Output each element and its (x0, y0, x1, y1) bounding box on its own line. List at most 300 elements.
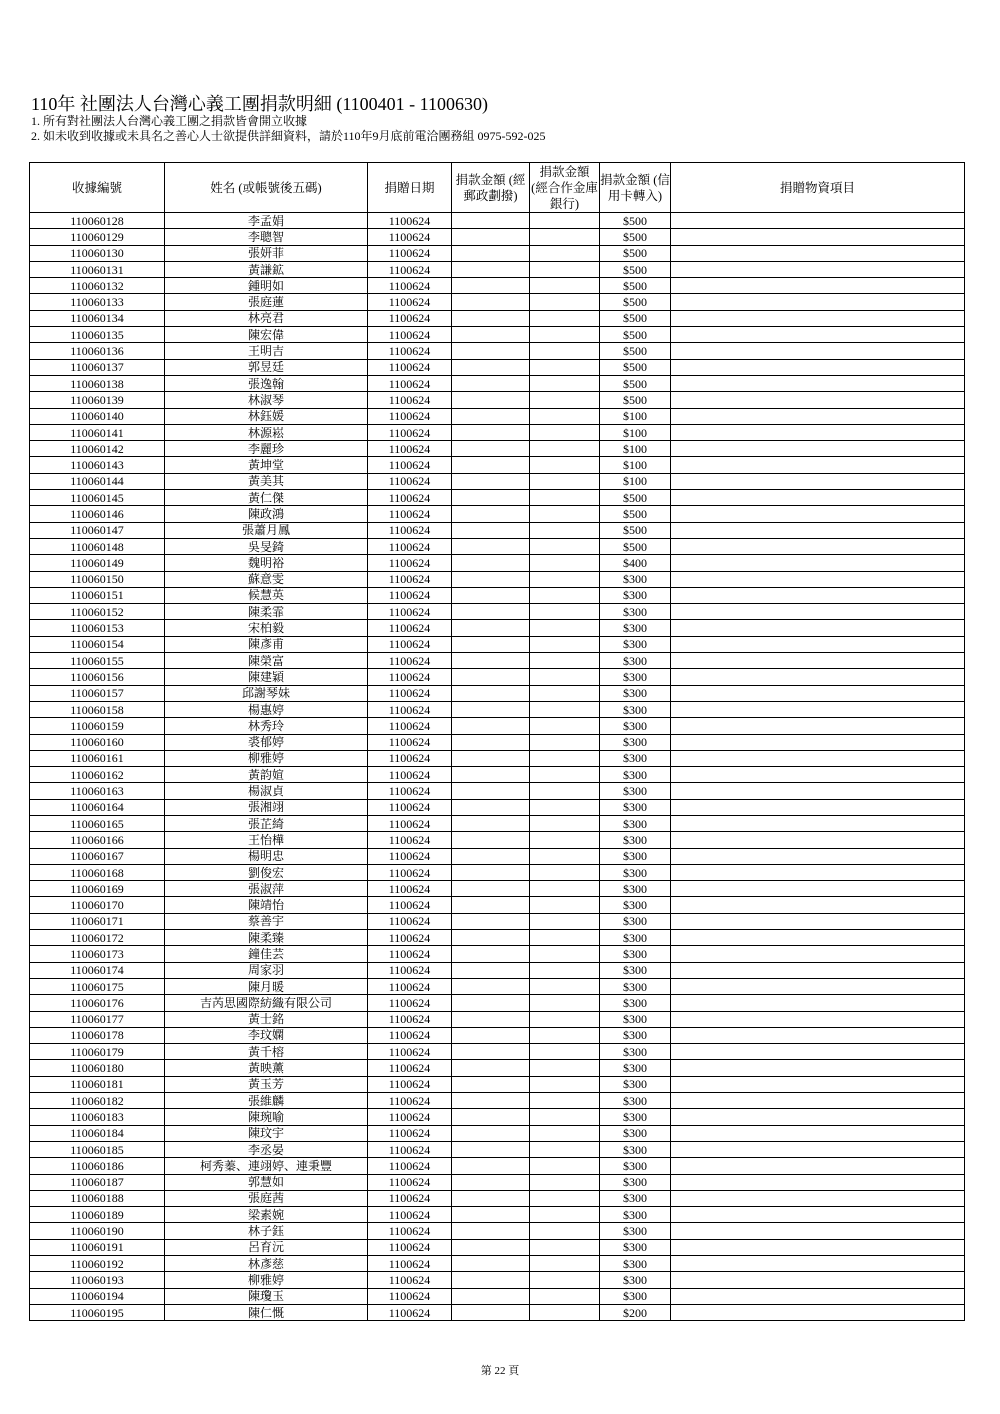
cell-date: 1100624 (368, 832, 452, 848)
cell-name: 郭慧如 (165, 1174, 368, 1190)
cell-receipt-no: 110060173 (30, 946, 165, 962)
cell-name: 陳柔霏 (165, 604, 368, 620)
cell-amount-credit: $300 (600, 815, 671, 831)
table-row (30, 864, 965, 880)
cell-date: 1100624 (368, 571, 452, 587)
cell-amount-credit: $300 (600, 734, 671, 750)
cell-amount-credit: $300 (600, 1125, 671, 1141)
table-row (30, 571, 965, 587)
table-row (30, 1027, 965, 1043)
cell-name: 黃謙鉱 (165, 261, 368, 277)
cell-amount-bank (530, 881, 600, 897)
cell-goods (671, 245, 965, 261)
cell-amount-credit: $500 (600, 359, 671, 375)
cell-date: 1100624 (368, 848, 452, 864)
cell-name: 張淑萍 (165, 881, 368, 897)
cell-amount-credit: $500 (600, 506, 671, 522)
header-amount-bank: 捐款金額 (經合作金庫銀行) (531, 164, 598, 211)
cell-name: 吳旻錡 (165, 538, 368, 554)
table-row (30, 490, 965, 506)
cell-amount-postal (452, 555, 530, 571)
cell-date: 1100624 (368, 864, 452, 880)
cell-date: 1100624 (368, 343, 452, 359)
cell-date: 1100624 (368, 538, 452, 554)
document-header (31, 94, 971, 144)
cell-receipt-no: 110060179 (30, 1044, 165, 1060)
cell-date: 1100624 (368, 783, 452, 799)
cell-amount-bank (530, 1060, 600, 1076)
cell-date: 1100624 (368, 229, 452, 245)
header-amount-postal: 捐款金額 (經郵政劃撥) (452, 163, 530, 213)
cell-amount-bank (530, 718, 600, 734)
cell-amount-bank (530, 913, 600, 929)
cell-receipt-no: 110060194 (30, 1288, 165, 1304)
cell-goods (671, 1256, 965, 1272)
cell-receipt-no: 110060187 (30, 1174, 165, 1190)
cell-goods (671, 359, 965, 375)
cell-goods (671, 1141, 965, 1157)
cell-amount-postal (452, 750, 530, 766)
cell-amount-postal (452, 1109, 530, 1125)
cell-amount-postal (452, 1027, 530, 1043)
table-row (30, 750, 965, 766)
cell-name: 魏明裕 (165, 555, 368, 571)
cell-amount-bank (530, 1093, 600, 1109)
cell-amount-postal (452, 701, 530, 717)
table-row (30, 1223, 965, 1239)
cell-amount-credit: $300 (600, 718, 671, 734)
cell-receipt-no: 110060147 (30, 522, 165, 538)
cell-goods (671, 718, 965, 734)
cell-goods (671, 473, 965, 489)
cell-amount-postal (452, 653, 530, 669)
cell-name: 張庭蓮 (165, 294, 368, 310)
cell-receipt-no: 110060162 (30, 767, 165, 783)
cell-date: 1100624 (368, 1288, 452, 1304)
cell-amount-postal (452, 1304, 530, 1320)
cell-amount-postal (452, 1256, 530, 1272)
cell-receipt-no: 110060154 (30, 636, 165, 652)
cell-amount-credit: $300 (600, 1027, 671, 1043)
table-row (30, 1060, 965, 1076)
cell-goods (671, 881, 965, 897)
cell-name: 黃千榕 (165, 1044, 368, 1060)
cell-receipt-no: 110060144 (30, 473, 165, 489)
cell-receipt-no: 110060129 (30, 229, 165, 245)
cell-receipt-no: 110060158 (30, 701, 165, 717)
cell-amount-postal (452, 913, 530, 929)
cell-amount-postal (452, 261, 530, 277)
cell-goods (671, 213, 965, 229)
cell-receipt-no: 110060183 (30, 1109, 165, 1125)
table-row (30, 620, 965, 636)
cell-goods (671, 1044, 965, 1060)
cell-date: 1100624 (368, 327, 452, 343)
note-receipt: 1. 所有對社團法人台灣心義工團之捐款皆會開立收據 (31, 114, 308, 128)
cell-receipt-no: 110060155 (30, 653, 165, 669)
table-row (30, 995, 965, 1011)
cell-date: 1100624 (368, 1011, 452, 1027)
cell-receipt-no: 110060188 (30, 1190, 165, 1206)
cell-amount-credit: $300 (600, 946, 671, 962)
header-date: 捐贈日期 (368, 163, 452, 213)
table-row (30, 1093, 965, 1109)
table-body (30, 213, 965, 1321)
cell-receipt-no: 110060185 (30, 1141, 165, 1157)
cell-date: 1100624 (368, 245, 452, 261)
cell-amount-bank (530, 978, 600, 994)
cell-name: 柯秀蓁、連翊婷、連秉豐 (165, 1158, 368, 1174)
table-row (30, 538, 965, 554)
cell-amount-credit: $300 (600, 636, 671, 652)
table-row (30, 978, 965, 994)
cell-amount-bank (530, 620, 600, 636)
cell-amount-bank (530, 701, 600, 717)
table-row (30, 294, 965, 310)
table-row (30, 245, 965, 261)
cell-amount-credit: $300 (600, 930, 671, 946)
cell-goods (671, 327, 965, 343)
cell-receipt-no: 110060152 (30, 604, 165, 620)
cell-amount-bank (530, 669, 600, 685)
table-row (30, 506, 965, 522)
table-row (30, 555, 965, 571)
cell-name: 楊惠婷 (165, 701, 368, 717)
cell-amount-bank (530, 1256, 600, 1272)
cell-amount-postal (452, 490, 530, 506)
cell-name: 王怡樺 (165, 832, 368, 848)
cell-goods (671, 310, 965, 326)
cell-amount-credit: $300 (600, 1076, 671, 1092)
header-amount-credit: 捐款金額 (信用卡轉入) (600, 163, 671, 213)
cell-goods (671, 261, 965, 277)
table-row (30, 734, 965, 750)
cell-goods (671, 734, 965, 750)
cell-amount-credit: $500 (600, 327, 671, 343)
cell-amount-credit: $300 (600, 1272, 671, 1288)
cell-name: 李玟嫻 (165, 1027, 368, 1043)
cell-name: 劉俊宏 (165, 864, 368, 880)
cell-amount-bank (530, 408, 600, 424)
cell-amount-credit: $300 (600, 587, 671, 603)
table-row (30, 1076, 965, 1092)
cell-name: 林淑琴 (165, 392, 368, 408)
cell-amount-postal (452, 1272, 530, 1288)
cell-receipt-no: 110060172 (30, 930, 165, 946)
cell-date: 1100624 (368, 1174, 452, 1190)
cell-date: 1100624 (368, 995, 452, 1011)
cell-name: 鍾明如 (165, 278, 368, 294)
cell-date: 1100624 (368, 1190, 452, 1206)
cell-name: 陳榮富 (165, 653, 368, 669)
cell-amount-postal (452, 1060, 530, 1076)
cell-goods (671, 685, 965, 701)
note-contact: 2. 如未收到收據或未具名之善心人士欲提供詳細資料，請於110年9月底前電洽團務組 0975-592-025 (31, 129, 546, 143)
cell-date: 1100624 (368, 506, 452, 522)
cell-receipt-no: 110060182 (30, 1093, 165, 1109)
cell-amount-bank (530, 1125, 600, 1141)
table-row (30, 669, 965, 685)
table-row (30, 587, 965, 603)
cell-name: 黃韵媗 (165, 767, 368, 783)
cell-name: 陳建穎 (165, 669, 368, 685)
cell-amount-credit: $300 (600, 767, 671, 783)
cell-receipt-no: 110060160 (30, 734, 165, 750)
cell-receipt-no: 110060136 (30, 343, 165, 359)
cell-goods (671, 1190, 965, 1206)
cell-receipt-no: 110060145 (30, 490, 165, 506)
cell-amount-bank (530, 1044, 600, 1060)
cell-name: 張維麟 (165, 1093, 368, 1109)
table-row (30, 701, 965, 717)
cell-goods (671, 1076, 965, 1092)
cell-name: 蔡善宇 (165, 913, 368, 929)
cell-receipt-no: 110060180 (30, 1060, 165, 1076)
cell-name: 林子鈺 (165, 1223, 368, 1239)
table-row (30, 1125, 965, 1141)
cell-amount-credit: $300 (600, 897, 671, 913)
cell-name: 候慧英 (165, 587, 368, 603)
cell-amount-bank (530, 1288, 600, 1304)
cell-amount-postal (452, 1011, 530, 1027)
cell-date: 1100624 (368, 424, 452, 440)
cell-receipt-no: 110060128 (30, 213, 165, 229)
table-row (30, 881, 965, 897)
cell-amount-bank (530, 962, 600, 978)
cell-name: 裘郁婷 (165, 734, 368, 750)
table-row (30, 1207, 965, 1223)
cell-amount-postal (452, 1190, 530, 1206)
table-header-row (30, 163, 965, 213)
table-row (30, 1174, 965, 1190)
cell-date: 1100624 (368, 392, 452, 408)
document-title: 110年 社團法人台灣心義工團捐款明細 (1100401 - 1100630) (31, 94, 488, 114)
cell-amount-bank (530, 783, 600, 799)
cell-goods (671, 1011, 965, 1027)
cell-name: 呂育沅 (165, 1239, 368, 1255)
cell-receipt-no: 110060148 (30, 538, 165, 554)
table-row (30, 229, 965, 245)
cell-name: 黃玉芳 (165, 1076, 368, 1092)
cell-name: 黃映薰 (165, 1060, 368, 1076)
cell-amount-bank (530, 506, 600, 522)
cell-date: 1100624 (368, 1223, 452, 1239)
cell-goods (671, 653, 965, 669)
table-row (30, 441, 965, 457)
cell-goods (671, 897, 965, 913)
cell-name: 張逸翰 (165, 375, 368, 391)
cell-amount-postal (452, 685, 530, 701)
cell-amount-bank (530, 1223, 600, 1239)
cell-amount-bank (530, 864, 600, 880)
cell-amount-postal (452, 294, 530, 310)
cell-receipt-no: 110060186 (30, 1158, 165, 1174)
cell-date: 1100624 (368, 1060, 452, 1076)
cell-amount-bank (530, 1011, 600, 1027)
cell-amount-postal (452, 538, 530, 554)
table-row (30, 522, 965, 538)
cell-goods (671, 620, 965, 636)
cell-amount-bank (530, 848, 600, 864)
cell-name: 蘇意雯 (165, 571, 368, 587)
cell-amount-bank (530, 1272, 600, 1288)
table-row (30, 408, 965, 424)
cell-receipt-no: 110060149 (30, 555, 165, 571)
cell-amount-postal (452, 213, 530, 229)
cell-amount-postal (452, 930, 530, 946)
cell-amount-bank (530, 1027, 600, 1043)
cell-receipt-no: 110060142 (30, 441, 165, 457)
cell-amount-credit: $500 (600, 343, 671, 359)
cell-amount-postal (452, 473, 530, 489)
cell-date: 1100624 (368, 767, 452, 783)
table-row (30, 783, 965, 799)
cell-amount-credit: $400 (600, 555, 671, 571)
cell-goods (671, 930, 965, 946)
cell-name: 張芷綺 (165, 815, 368, 831)
cell-receipt-no: 110060181 (30, 1076, 165, 1092)
cell-goods (671, 1272, 965, 1288)
cell-goods (671, 538, 965, 554)
cell-receipt-no: 110060130 (30, 245, 165, 261)
cell-amount-bank (530, 245, 600, 261)
table-row (30, 1304, 965, 1320)
cell-receipt-no: 110060146 (30, 506, 165, 522)
cell-amount-credit: $300 (600, 1223, 671, 1239)
cell-amount-postal (452, 783, 530, 799)
cell-amount-postal (452, 946, 530, 962)
cell-receipt-no: 110060134 (30, 310, 165, 326)
cell-amount-postal (452, 587, 530, 603)
cell-receipt-no: 110060192 (30, 1256, 165, 1272)
cell-receipt-no: 110060189 (30, 1207, 165, 1223)
cell-receipt-no: 110060164 (30, 799, 165, 815)
cell-name: 林亮君 (165, 310, 368, 326)
cell-goods (671, 392, 965, 408)
cell-goods (671, 229, 965, 245)
cell-name: 李丞晏 (165, 1141, 368, 1157)
cell-amount-postal (452, 620, 530, 636)
cell-amount-credit: $300 (600, 962, 671, 978)
cell-receipt-no: 110060178 (30, 1027, 165, 1043)
table-row (30, 1011, 965, 1027)
table-row (30, 1044, 965, 1060)
table-row (30, 897, 965, 913)
cell-amount-credit: $300 (600, 1011, 671, 1027)
cell-goods (671, 441, 965, 457)
cell-receipt-no: 110060131 (30, 261, 165, 277)
cell-amount-bank (530, 636, 600, 652)
cell-date: 1100624 (368, 897, 452, 913)
cell-amount-credit: $300 (600, 1207, 671, 1223)
cell-amount-bank (530, 375, 600, 391)
cell-date: 1100624 (368, 441, 452, 457)
cell-amount-postal (452, 408, 530, 424)
cell-goods (671, 1304, 965, 1320)
cell-amount-bank (530, 1076, 600, 1092)
cell-amount-bank (530, 555, 600, 571)
cell-goods (671, 978, 965, 994)
cell-name: 黃美其 (165, 473, 368, 489)
cell-name: 郭昱廷 (165, 359, 368, 375)
cell-goods (671, 1239, 965, 1255)
cell-receipt-no: 110060170 (30, 897, 165, 913)
cell-date: 1100624 (368, 734, 452, 750)
cell-date: 1100624 (368, 457, 452, 473)
cell-name: 陳彥甫 (165, 636, 368, 652)
cell-receipt-no: 110060153 (30, 620, 165, 636)
cell-amount-credit: $300 (600, 750, 671, 766)
table-row (30, 1158, 965, 1174)
cell-goods (671, 587, 965, 603)
cell-name: 黃仁傑 (165, 490, 368, 506)
cell-amount-credit: $500 (600, 229, 671, 245)
cell-date: 1100624 (368, 587, 452, 603)
cell-name: 梁素婉 (165, 1207, 368, 1223)
cell-amount-bank (530, 490, 600, 506)
cell-amount-credit: $300 (600, 571, 671, 587)
cell-goods (671, 1093, 965, 1109)
cell-goods (671, 1158, 965, 1174)
table-row (30, 392, 965, 408)
cell-amount-credit: $300 (600, 1239, 671, 1255)
table-row (30, 767, 965, 783)
cell-amount-credit: $500 (600, 213, 671, 229)
cell-amount-bank (530, 1207, 600, 1223)
cell-name: 李聰智 (165, 229, 368, 245)
cell-goods (671, 946, 965, 962)
cell-date: 1100624 (368, 1044, 452, 1060)
cell-goods (671, 1109, 965, 1125)
cell-name: 吉芮思國際紡織有限公司 (165, 995, 368, 1011)
cell-amount-postal (452, 278, 530, 294)
cell-receipt-no: 110060133 (30, 294, 165, 310)
cell-amount-postal (452, 310, 530, 326)
cell-receipt-no: 110060140 (30, 408, 165, 424)
table-row (30, 1239, 965, 1255)
table-row (30, 457, 965, 473)
cell-receipt-no: 110060168 (30, 864, 165, 880)
cell-amount-postal (452, 229, 530, 245)
table-row (30, 815, 965, 831)
table-row (30, 1109, 965, 1125)
cell-amount-postal (452, 897, 530, 913)
cell-receipt-no: 110060174 (30, 962, 165, 978)
cell-goods (671, 408, 965, 424)
cell-amount-bank (530, 750, 600, 766)
cell-amount-credit: $100 (600, 424, 671, 440)
cell-receipt-no: 110060159 (30, 718, 165, 734)
cell-amount-credit: $300 (600, 1174, 671, 1190)
cell-date: 1100624 (368, 799, 452, 815)
cell-amount-postal (452, 799, 530, 815)
cell-receipt-no: 110060157 (30, 685, 165, 701)
cell-date: 1100624 (368, 1239, 452, 1255)
cell-date: 1100624 (368, 881, 452, 897)
cell-amount-bank (530, 1239, 600, 1255)
cell-name: 邱謝琴妹 (165, 685, 368, 701)
cell-amount-bank (530, 799, 600, 815)
cell-date: 1100624 (368, 604, 452, 620)
cell-amount-credit: $300 (600, 1044, 671, 1060)
cell-goods (671, 783, 965, 799)
cell-receipt-no: 110060143 (30, 457, 165, 473)
cell-date: 1100624 (368, 701, 452, 717)
cell-amount-postal (452, 327, 530, 343)
cell-receipt-no: 110060161 (30, 750, 165, 766)
table-row (30, 1256, 965, 1272)
cell-amount-credit: $100 (600, 457, 671, 473)
